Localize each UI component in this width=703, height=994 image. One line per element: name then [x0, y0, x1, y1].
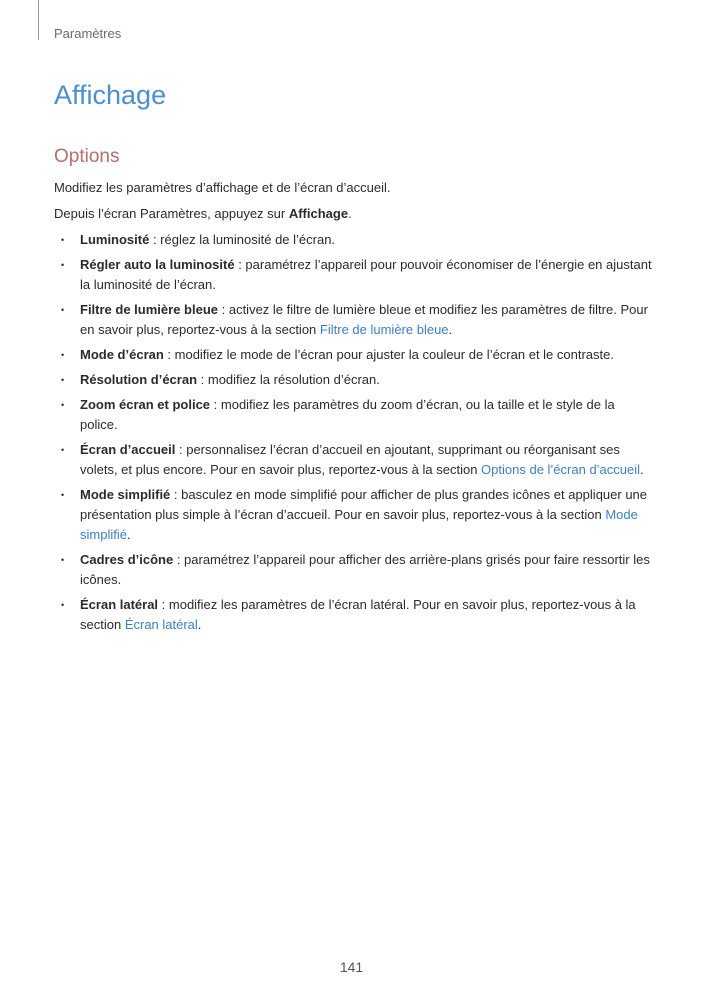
list-item — [54, 230, 654, 250]
item-term: Zoom écran et police — [80, 397, 211, 412]
list-item — [54, 595, 654, 635]
item-term: Mode simplifié — [80, 487, 171, 502]
item-text: : paramétrez l’appareil pour pouvoir économiser de l’énergie en ajustant la luminosité de l’écran. — [80, 257, 652, 292]
instruction-end: . — [348, 206, 352, 221]
list-item — [54, 485, 654, 545]
link-edge-screen[interactable]: Écran latéral — [124, 617, 198, 632]
header-divider — [38, 0, 39, 40]
item-end: . — [197, 617, 202, 632]
list-item — [54, 395, 654, 435]
page-title: Affichage — [54, 80, 167, 110]
item-term: Écran latéral — [80, 597, 159, 612]
list-item — [54, 345, 654, 365]
item-text: : activez le filtre de lumière bleue et modifiez les paramètres de filtre. Pour en savoir plus, reportez-vous à la section — [80, 302, 648, 337]
item-text: : modifiez la résolution d’écran. — [197, 372, 380, 387]
options-list — [54, 230, 654, 635]
list-item — [54, 300, 654, 340]
link-blue-light-filter[interactable]: Filtre de lumière bleue — [319, 322, 449, 337]
page-number: 141 — [339, 959, 364, 975]
item-text: : personnalisez l’écran d’accueil en ajoutant, supprimant ou réorganisant ses volets, et plus encore. Pour en savoir plus, reportez-vous à la section — [80, 442, 620, 477]
list-item — [54, 440, 654, 480]
item-text: : modifiez les paramètres du zoom d’écran, ou la taille et le style de la police. — [80, 397, 615, 432]
item-term: Régler auto la luminosité — [80, 257, 235, 272]
intro-paragraph: Modifiez les paramètres d’affichage et de l’écran d’accueil. — [54, 180, 391, 195]
list-item — [54, 370, 654, 390]
item-text: : modifiez le mode de l’écran pour ajuster la couleur de l’écran et le contraste. — [163, 347, 614, 362]
item-end: . — [448, 322, 453, 337]
item-term: Écran d’accueil — [80, 442, 176, 457]
running-header: Paramètres — [54, 26, 122, 41]
item-term: Mode d’écran — [80, 347, 164, 362]
item-text: : réglez la luminosité de l’écran. — [149, 232, 336, 247]
instruction-text: Depuis l’écran Paramètres, appuyez sur — [54, 206, 289, 221]
item-term: Résolution d’écran — [80, 372, 198, 387]
item-end: . — [126, 527, 131, 542]
list-item — [54, 255, 654, 295]
item-term: Luminosité — [80, 232, 150, 247]
item-end: . — [640, 462, 644, 477]
instruction-bold: Affichage — [288, 206, 349, 221]
link-home-screen-options[interactable]: Options de l’écran d’accueil — [481, 462, 641, 477]
list-item — [54, 550, 654, 590]
item-term: Filtre de lumière bleue — [80, 302, 218, 317]
content — [54, 178, 654, 640]
link-easy-mode[interactable]: Mode simplifié — [80, 507, 638, 542]
section-title: Options — [54, 146, 120, 167]
item-term: Cadres d’icône — [80, 552, 174, 567]
item-text: : basculez en mode simplifié pour afficher de plus grandes icônes et appliquer une présentation plus simple à l’écran d’accueil. Pour en savoir plus, reportez-vous à la section — [80, 487, 648, 522]
instruction-paragraph — [54, 204, 654, 224]
item-text: : modifiez les paramètres de l’écran latéral. Pour en savoir plus, reportez-vous à la section — [80, 597, 636, 632]
item-text: : paramétrez l’appareil pour afficher des arrière-plans grisés pour faire ressortir les icônes. — [80, 552, 650, 587]
